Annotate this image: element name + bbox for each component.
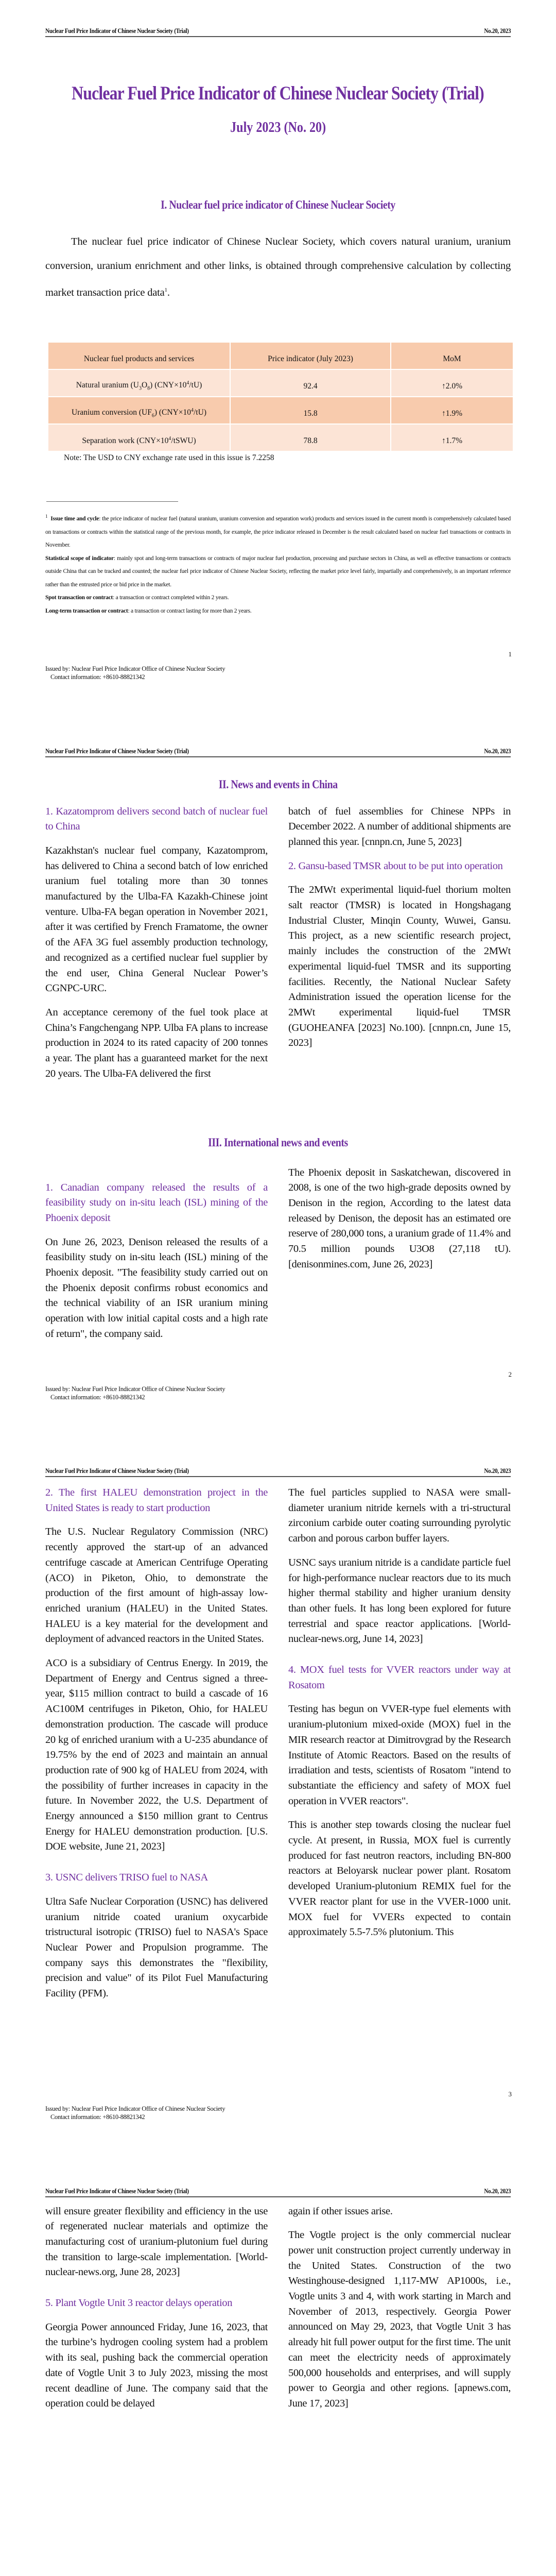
page-2 — [0, 720, 556, 1440]
document-title: Nuclear Fuel Price Indicator of Chinese Nuclear Society (Trial) — [72, 83, 484, 104]
page-number: 3 — [508, 2090, 512, 2098]
price-cell: 78.8 — [231, 425, 390, 451]
running-header — [45, 2186, 511, 2197]
price-indicator-table — [47, 342, 514, 452]
article-title: 1. Canadian company released the results of a feasibility study on in-situ leach (ISL) mining of the Phoenix deposit — [45, 1181, 268, 1224]
issuer-footer — [45, 665, 225, 681]
article-paragraph: An acceptance ceremony of the fuel took place at China’s Fangchengang NPP. Ulba FA plans to increase production in 2024 to its rated capacity of 200 tonnes a year. The plant has a guaranteed market for the next 20 years. The Ulba-FA delivered the first — [45, 1006, 268, 1079]
running-header-title: Nuclear Fuel Price Indicator of Chinese Nuclear Society (Trial) — [45, 1467, 189, 1475]
table-row — [48, 425, 513, 451]
article-paragraph: On June 26, 2023, Denison released the results of a feasibility study on in-situ leach (ISL) mining of the Phoenix deposit. "The feasibility study carried out on the Phoenix deposit confirms robust economics and the technical viability of an ISR uranium mining operation with low initial capital costs and a high rate of return", the company said. — [45, 1236, 268, 1340]
footnote-ref[interactable]: 1 — [164, 287, 167, 293]
article-paragraph: batch of fuel assemblies for Chinese NPPs in December 2022. A number of additional shipments are planned this year. [cnnpn.cn, June 5, 2023] — [288, 805, 511, 848]
running-header — [45, 26, 511, 37]
mom-cell: ↑2.0% — [391, 370, 513, 396]
column-right — [288, 2204, 511, 2420]
article-paragraph: will ensure greater flexibility and efficiency in the use of regenerated nuclear materials and optimize the manufacturing cost of uranium-plutonium fuel during the transition to large-scale implementation. [World-nuclear-news.org, June 28, 2023] — [45, 2205, 268, 2278]
column-right — [288, 804, 511, 1060]
document-subtitle: July 2023 (No. 20) — [230, 120, 326, 135]
table-header-row — [48, 343, 513, 369]
contact-info: Contact information: +8610-88821342 — [50, 1393, 145, 1401]
article-paragraph: Testing has begun on VVER-type fuel elements with uranium-plutonium mixed-oxide (MOX) fuel in the MIR research reactor at Dimitrovgrad by the Research Institute of Atomic Reactors. Based on the results of irradiation and tests, scientists of Rosatom "intend to substantiate the efficiency and safety of MOX fuel operation in VVER reactors". — [288, 1703, 511, 1807]
page-number: 2 — [508, 1370, 512, 1378]
page-4 — [0, 2160, 556, 2576]
table-note: Note: The USD to CNY exchange rate used in this issue is 7.2258 — [64, 453, 274, 462]
article-paragraph: Kazakhstan's nuclear fuel company, Kazatomprom, has delivered to China a second batch of low enriched uranium fuel totaling more than 30 tonnes manufactured by the Ulba-FA Kazakh-Chinese joint venture. Ulba-FA began operation in November 2021, after it was certified by French Framatome, the owner of the AFA 3G fuel assembly production technology, and recognized as a certified nuclear fuel supplier by the end user, China General Nuclear Power’s CGNPC-URC. — [45, 844, 268, 994]
running-header-issue: No.20, 2023 — [484, 1467, 511, 1475]
article-title: 5. Plant Vogtle Unit 3 reactor delays operation — [45, 2297, 233, 2309]
footnote-long-term: Long-term transaction or contract: a transaction or contract lasting for more than 2 years. — [45, 607, 252, 614]
article-paragraph: Ultra Safe Nuclear Corporation (USNC) has delivered uranium nitride coated uranium oxycarbide tristructural isotropic (TRISO) fuel to NASA's Space Nuclear Power and Propulsion programme. The company says this demonstrates the "flexibility, precision and value" of its Pilot Fuel Manufacturing Facility (PFM). — [45, 1895, 268, 1999]
page-3 — [0, 1440, 556, 2160]
article-title: 2. The first HALEU demonstration project in the United States is ready to start production — [45, 1487, 268, 1514]
product-cell: Uranium conversion $(UF_6)$ $(CNY\times 10^4/tU)$ — [48, 397, 230, 423]
running-header — [45, 1466, 511, 1477]
article-paragraph: again if other issues arise. — [288, 2205, 393, 2217]
article-paragraph: USNC says uranium nitride is a candidate particle fuel for high-performance nuclear reactors due to its much higher thermal stability and higher uranium density than other fuels. It has long been explored for future terrestrial and space reactor applications. [World-nuclear-news.org, June 14, 2023] — [288, 1556, 511, 1645]
section-1-heading: I. Nuclear fuel price indicator of Chinese Nuclear Society — [161, 198, 395, 211]
article-paragraph: The Vogtle project is the only commercial nuclear power unit construction project currently underway in the United States. Construction of the two Westinghouse-designed 1,117-MW AP1000s, i.e., Vogtle units 3 and 4, with work starting in March and November of 2013, respectively. Georgia Power announced on May 29, 2023, that Vogtle Unit 3 has already hit full power output for the first time. The unit can meet the electricity needs of approximately 500,000 households and enterprises, and will supply power to Georgia and other regions. [apnews.com, June 17, 2023] — [288, 2229, 511, 2409]
column-right — [288, 1485, 511, 1949]
issued-by: Issued by: Nuclear Fuel Price Indicator Office of Chinese Nuclear Society — [45, 665, 225, 672]
article-title: 2. Gansu-based TMSR about to be put into operation — [288, 860, 503, 872]
column-left — [45, 1180, 268, 1351]
page-number: 1 — [508, 650, 512, 658]
footnotes — [45, 510, 511, 618]
column-header-mom: MoM — [391, 343, 513, 369]
running-header — [45, 746, 511, 757]
section-2-heading: II. News and events in China — [218, 777, 338, 791]
running-header-title: Nuclear Fuel Price Indicator of Chinese Nuclear Society (Trial) — [45, 2187, 189, 2195]
article-paragraph: This is another step towards closing the nuclear fuel cycle. At present, in Russia, MOX fuel is currently produced for fast neutron reactors, including BN-800 reactors at Beloyarsk nuclear power plant. Rosatom developed Uranium-plutonium REMIX fuel for the VVER reactor plant for use in the VVER-1000 unit. MOX fuel for VVERs expected to contain approximately 5.5-7.5% plutonium. This — [288, 1819, 511, 1938]
running-header-issue: No.20, 2023 — [484, 27, 511, 35]
article-title: 3. USNC delivers TRISO fuel to NASA — [45, 1872, 208, 1884]
page-1 — [0, 0, 556, 720]
price-cell: 92.4 — [231, 370, 390, 396]
column-left — [45, 804, 268, 1091]
column-right — [288, 1165, 511, 1281]
running-header-title: Nuclear Fuel Price Indicator of Chinese Nuclear Society (Trial) — [45, 747, 189, 755]
footnote-spot: Spot transaction or contract: a transaction or contract completed within 2 years. — [45, 595, 229, 601]
footnote-issue-time: $^1$ Issue time and cycle: the price indicator of nuclear fuel (natural uranium, uranium conversion and separation work) products and services issued in the current month is comprehensively calculated based on transactions or contracts within the statistical range of the previous month, for example, the price indicator released in December is the result calculated based on nuclear fuel transactions or contracts in November. — [45, 514, 511, 548]
article-paragraph: The Phoenix deposit in Saskatchewan, discovered in 2008, is one of the two high-grade deposits owned by Denison in the region, According to the latest data released by Denison, the deposit has an estimated ore reserve of 280,000 tons, a uranium grade of 11.4% and 70.5 million pounds U3O8 (27,118 tU). [denisonmines.com, June 26, 2023] — [288, 1166, 511, 1270]
contact-info: Contact information: +8610-88821342 — [50, 673, 145, 681]
column-left — [45, 2204, 268, 2420]
table-row — [48, 397, 513, 423]
issuer-footer — [45, 1385, 225, 1401]
article-paragraph: The 2MWt experimental liquid-fuel thorium molten salt reactor (TMSR) is located in Hongshagang Industrial Cluster, Minqin County, Wuwei, Gansu. This project, as a new scientific research project, mainly includes the construction of the 2MWt experimental liquid-fuel TMSR and its supporting facilities. Recently, the National Nuclear Safety Administration issued the operation license for the 2MWt experimental liquid-fuel TMSR (GUOHEANFA [2023] No.100). [cnnpn.cn, June 15, 2023] — [288, 884, 511, 1049]
article-title: 4. MOX fuel tests for VVER reactors under way at Rosatom — [288, 1664, 511, 1691]
table-row — [48, 370, 513, 396]
mom-cell: ↑1.9% — [391, 397, 513, 423]
issuer-footer — [45, 2105, 225, 2121]
footnote-divider — [46, 501, 178, 502]
section-3-heading: III. International news and events — [208, 1136, 348, 1149]
article-paragraph: The fuel particles supplied to NASA were small-diameter uranium nitride kernels with a tri-structural zirconium carbide outer coating surrounding pyrolytic carbon and porous carbon buffer layers. — [288, 1487, 511, 1545]
product-cell: Separation work $(CNY\times 10^4/tSWU)$ — [48, 425, 230, 451]
article-paragraph: The U.S. Nuclear Regulatory Commission (NRC) recently approved the start-up of an advanced centrifuge cascade at American Centrifuge Operating (ACO) in Piketon, Ohio, to demonstrate the production of the first amount of high-assay low-enriched uranium (HALEU) in the United States. HALEU is a key material for the development and deployment of advanced reactors in the United States. — [45, 1526, 268, 1645]
intro-paragraph: The nuclear fuel price indicator of Chinese Nuclear Society, which covers natural uranium, uranium conversion, uranium enrichment and other links, is obtained through comprehensive calculation by collecting market transaction price data$^1$. — [45, 236, 511, 298]
issued-by: Issued by: Nuclear Fuel Price Indicator Office of Chinese Nuclear Society — [45, 1385, 225, 1393]
mom-cell: ↑1.7% — [391, 425, 513, 451]
article-paragraph: Georgia Power announced Friday, June 16, 2023, that the turbine’s hydrogen cooling system had a problem with its seal, pushing back the commercial operation date of Vogtle Unit 3 to July 2023, missing the most recent deadline of June. The company said that the operation could be delayed — [45, 2321, 268, 2410]
column-left — [45, 1485, 268, 2010]
running-header-issue: No.20, 2023 — [484, 2187, 511, 2195]
column-header-product: Nuclear fuel products and services — [48, 343, 230, 369]
running-header-title: Nuclear Fuel Price Indicator of Chinese Nuclear Society (Trial) — [45, 27, 189, 35]
article-paragraph: ACO is a subsidiary of Centrus Energy. In 2019, the Department of Energy and Centrus signed a three-year, $115 million contract to build a cascade of 16 AC100M centrifuges in Piketon, Ohio, for HALEU demonstration production. The cascade will produce 20 kg of enriched uranium with a U-235 abundance of 19.75% by the end of 2023 and maintain an annual production rate of 900 kg of HALEU from 2024, with the possibility of further increases in capacity in the future. In November 2022, the U.S. Department of Energy announced a $150 million grant to Centrus Energy for HALEU demonstration production. [U.S. DOE website, June 21, 2023] — [45, 1657, 268, 1853]
running-header-issue: No.20, 2023 — [484, 747, 511, 755]
price-cell: 15.8 — [231, 397, 390, 423]
column-header-price: Price indicator (July 2023) — [231, 343, 390, 369]
contact-info: Contact information: +8610-88821342 — [50, 2113, 145, 2121]
product-cell: Natural uranium $(U_3O_8)$ $(CNY\times 10^4/tU)$ — [48, 370, 230, 396]
footnote-scope: Statistical scope of indicator: mainly spot and long-term transactions or contracts of major nuclear fuel production, processing and purchase sectors in China, as well as effective transactions or contracts outside China that can be tracked and counted; the nuclear fuel price indicator of Chinese Nuclear Society, reflecting the market price level fairly, impartially and comprehensively, is an important reference rather than the entrusted price or bid price in the market. — [45, 555, 511, 588]
issued-by: Issued by: Nuclear Fuel Price Indicator Office of Chinese Nuclear Society — [45, 2105, 225, 2112]
article-title: 1. Kazatomprom delivers second batch of nuclear fuel to China — [45, 805, 268, 833]
